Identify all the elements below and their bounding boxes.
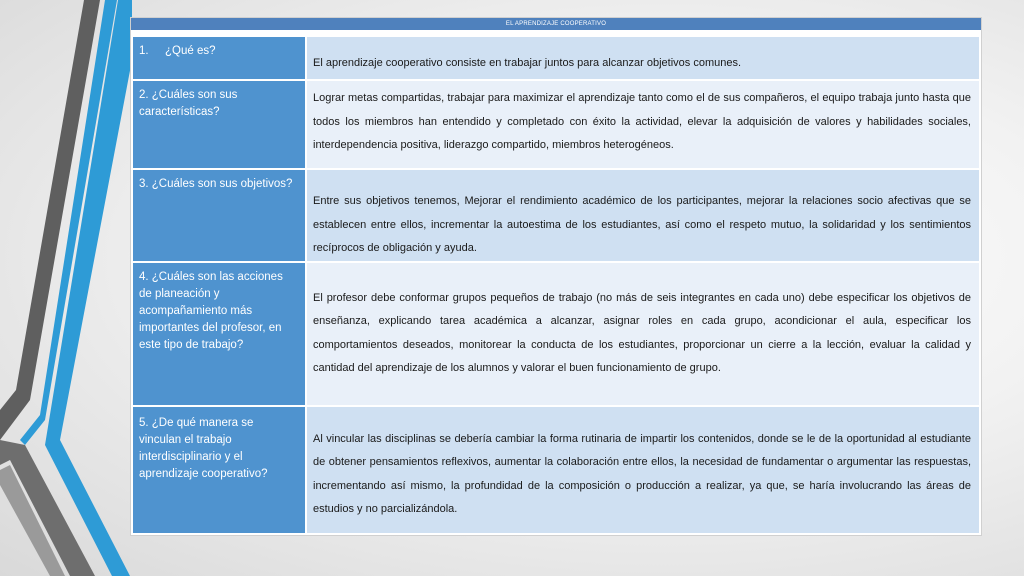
cooperative-learning-table bbox=[130, 17, 982, 536]
table-row bbox=[132, 262, 980, 406]
table-row bbox=[132, 80, 980, 169]
question-cell: 5. ¿De qué manera se vinculan el trabajo interdisciplinario y el aprendizaje cooperativo? bbox=[132, 406, 306, 534]
question-cell: 3. ¿Cuáles son sus objetivos? bbox=[132, 169, 306, 262]
table-row bbox=[132, 36, 980, 80]
question-cell: 4. ¿Cuáles son las acciones de planeación y acompañamiento más importantes del profesor, en este tipo de trabajo? bbox=[132, 262, 306, 406]
qa-table bbox=[131, 35, 981, 535]
stripe-blue-main bbox=[45, 0, 132, 576]
table-row bbox=[132, 406, 980, 534]
table-row bbox=[132, 169, 980, 262]
answer-cell: Lograr metas compartidas, trabajar para maximizar el aprendizaje tanto como el de sus compañeros, el equipo trabaja junto hasta que todos los miembros han entendido y completado con éxito la actividad, elevar la adquisición de valores y habilidades sociales, interdependencia positiva, liderazgo compartido, miembros heterogéneos. bbox=[306, 80, 980, 169]
question-text: ¿Qué es? bbox=[165, 45, 216, 57]
question-number: 1. bbox=[139, 45, 149, 57]
answer-cell: Entre sus objetivos tenemos, Mejorar el rendimiento académico de los participantes, mejorar la relaciones socio afectivas que se establecen entre ellos, incrementar la autoestima de los estudiantes, así como el respeto mutuo, la solidaridad y los sentimientos recíprocos de obligación y ayuda. bbox=[306, 169, 980, 262]
question-cell: 2. ¿Cuáles son sus características? bbox=[132, 80, 306, 169]
table-title: EL APRENDIZAJE COOPERATIVO bbox=[131, 18, 981, 30]
answer-cell: El aprendizaje cooperativo consiste en trabajar juntos para alcanzar objetivos comunes. bbox=[306, 36, 980, 80]
answer-cell: Al vincular las disciplinas se debería cambiar la forma rutinaria de impartir los contenidos, donde se le de la oportunidad al estudiante de obtener pensamientos reflexivos, aumentar la colaboración entre ellos, la necesidad de fundamentar o argumentar las respuestas, incrementando así mismo, la profundidad de la composición o producción a realizar, ya que, se haría involucrando las áreas de estudios y no parcializándola. bbox=[306, 406, 980, 534]
answer-cell: El profesor debe conformar grupos pequeños de trabajo (no más de seis integrantes en cada uno) debe especificar los objetivos de enseñanza, explicando tarea académica a alcanzar, asignar roles en cada grupo, acondicionar el aula, especificar los comportamientos deseados, monitorear la conducta de los estudiantes, proporcionar un cierre a la lección, evaluar la calidad y cantidad del aprendizaje de los alumnos y valorar el buen funcionamiento de grupo. bbox=[306, 262, 980, 406]
question-cell bbox=[132, 36, 306, 80]
